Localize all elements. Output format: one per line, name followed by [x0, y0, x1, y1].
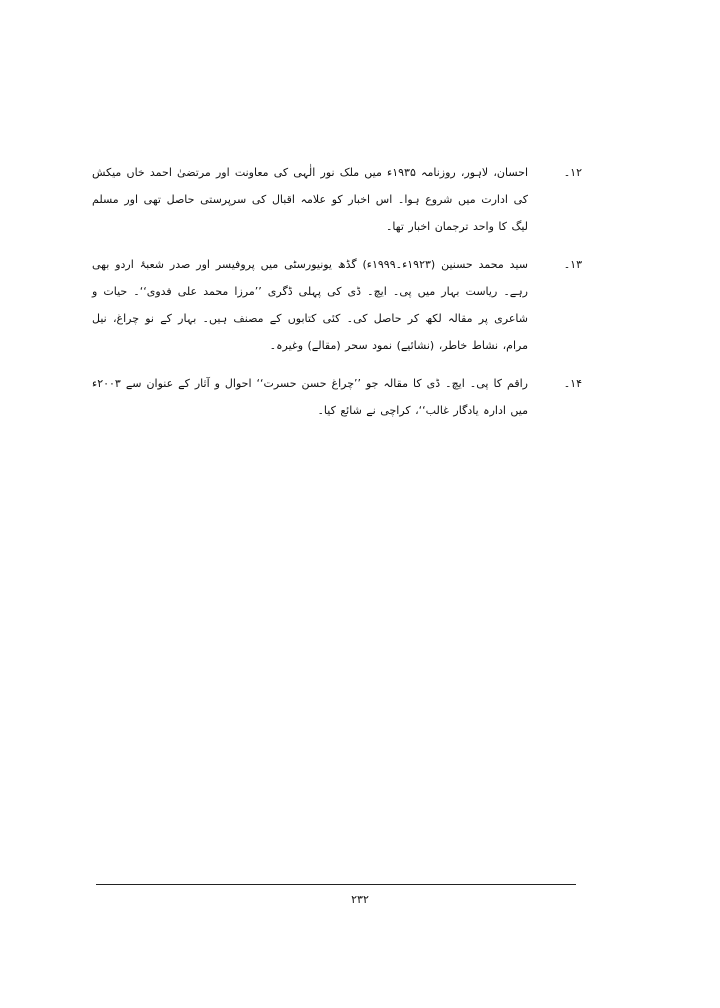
footnote-13	[92, 251, 582, 359]
footnote-number: ۱۴۔	[563, 377, 582, 390]
page-number: ۲۳۲	[351, 893, 369, 906]
footnote-number: ۱۲۔	[563, 166, 582, 179]
footnote-text: سید محمد حسنین (۱۹۲۳ء۔۱۹۹۹ء) گڈھ یونیورسٹی میں پروفیسر اور صدر شعبۂ اردو بھی رہے۔ ریاست بہار میں پی۔ ایچ۔ ڈی کی پہلی ڈگری ’’مرزا محمد علی فدوی‘‘۔ حیات و شاعری پر مقالہ لکھ کر حاصل کی۔ کئی کتابوں کے مصنف ہیں۔ بہار کے نو چراغ، نیل مرام، نشاط خاطر، (نشائیے) نمود سحر (مقالے) وغیرہ۔	[92, 258, 528, 352]
footnote-text: احسان، لاہور، روزنامہ ۱۹۳۵ء میں ملک نور الٰہی کی معاونت اور مرتضیٰ احمد خاں میکش کی ادارت میں شروع ہوا۔ اس اخبار کو علامہ اقبال کی سرپرستی حاصل تھی اور مسلم لیگ کا واحد ترجمان اخبار تھا۔	[92, 166, 529, 233]
footnote-number: ۱۳۔	[563, 258, 582, 271]
footer-rule	[96, 884, 576, 885]
footnotes-section	[92, 148, 582, 435]
footnote-12	[92, 159, 582, 240]
footnote-14	[92, 370, 582, 424]
footnote-text: راقم کا پی۔ ایچ۔ ڈی کا مقالہ جو ’’چراغ حسن حسرت‘‘ احوال و آثار کے عنوان سے ۲۰۰۳ء میں ادارہ یادگار غالب‘‘، کراچی نے شائع کیا۔	[92, 377, 528, 417]
